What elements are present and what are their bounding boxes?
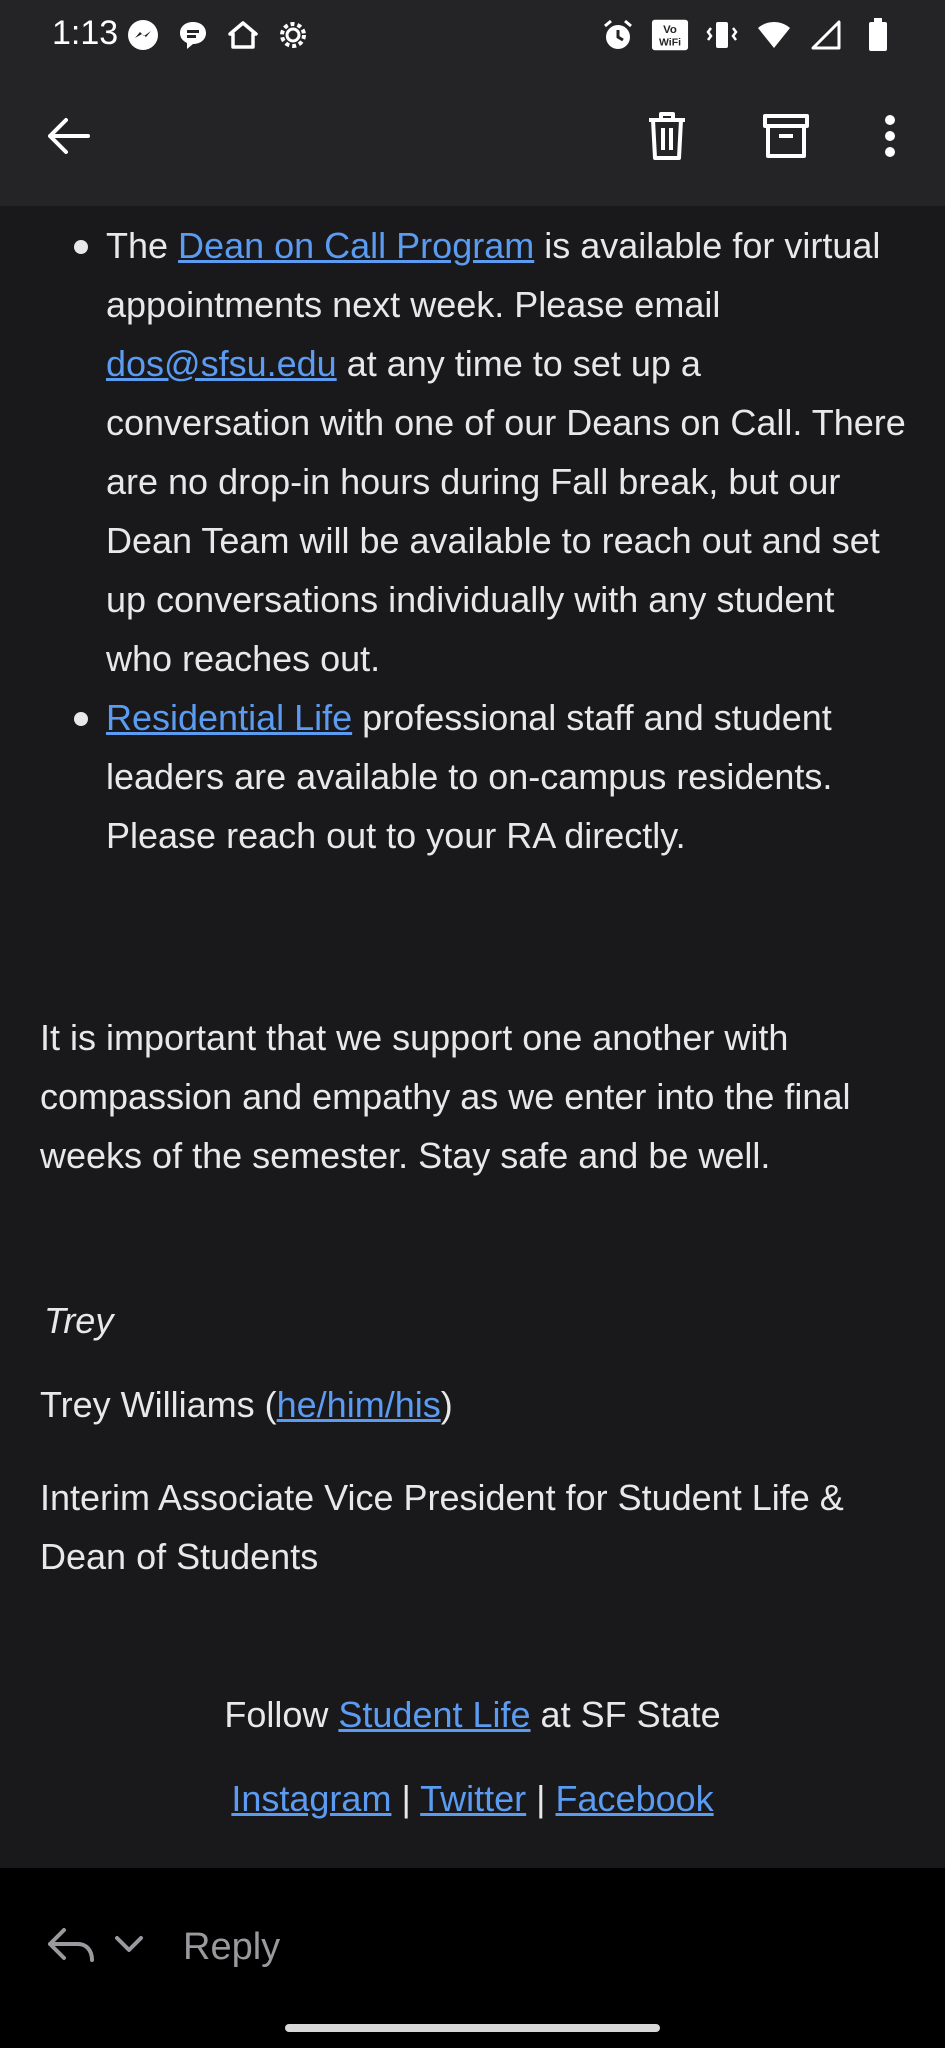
pronouns-link[interactable]: he/him/his	[276, 1384, 441, 1425]
delete-button[interactable]	[639, 110, 695, 166]
email-body	[0, 206, 945, 1868]
arrow-left-icon	[44, 112, 92, 165]
facebook-link[interactable]: Facebook	[555, 1778, 714, 1819]
reply-options-button[interactable]	[46, 1924, 144, 1969]
status-left-icons	[124, 16, 312, 54]
list-item-residential-life: Residential Life professional staff and student leaders are available to on-campus residents. Please reach out to your RA directly.	[106, 688, 906, 865]
battery-icon	[859, 16, 897, 54]
student-life-link[interactable]: Student Life	[338, 1694, 531, 1735]
vibrate-icon	[703, 16, 741, 54]
instagram-link[interactable]: Instagram	[231, 1778, 392, 1819]
twitter-link[interactable]: Twitter	[420, 1778, 527, 1819]
bullet-list	[106, 216, 906, 865]
chevron-down-icon	[114, 1934, 144, 1959]
signature-short-name: Trey	[44, 1300, 114, 1341]
more-vert-icon	[882, 112, 898, 165]
trash-icon	[643, 110, 691, 167]
home-icon	[224, 16, 262, 54]
dos-email-link[interactable]: dos@sfsu.edu	[106, 343, 337, 384]
more-options-button[interactable]	[862, 110, 918, 166]
status-bar	[0, 0, 945, 70]
dean-on-call-link[interactable]: Dean on Call Program	[178, 225, 535, 266]
app-bar	[0, 70, 945, 206]
settings-gear-icon	[274, 16, 312, 54]
reply-button[interactable]: Reply	[183, 1926, 281, 1968]
bottom-bar	[0, 1868, 945, 2048]
svg-text:Vo: Vo	[663, 24, 677, 37]
reply-icon	[46, 1924, 96, 1969]
chat-bubble-icon	[174, 16, 212, 54]
svg-text:WiFi: WiFi	[659, 37, 681, 49]
social-links: Instagram | Twitter | Facebook	[231, 1778, 714, 1819]
signature-full-name: Trey Williams (he/him/his)	[40, 1384, 453, 1425]
closing-paragraph: It is important that we support one another with compassion and empathy as we enter into the final weeks of the semester. Stay safe and be well.	[40, 1017, 851, 1176]
home-indicator[interactable]	[285, 2024, 660, 2032]
signal-icon	[807, 16, 845, 54]
residential-life-link[interactable]: Residential Life	[106, 697, 353, 738]
status-time: 1:13	[52, 14, 119, 52]
alarm-icon	[599, 16, 637, 54]
signature-title: Interim Associate Vice President for Student Life & Dean of Students	[40, 1477, 844, 1577]
follow-line: Follow Student Life at SF State	[224, 1694, 721, 1735]
list-item-dean-on-call: The Dean on Call Program is available for virtual appointments next week. Please email dos@sfsu.edu at any time to set up a conversation with one of our Deans on Call. There are no drop-in hours during Fall break, but our Dean Team will be available to reach out and set up conversations individually with any student who reaches out.	[106, 216, 906, 688]
vowifi-icon	[651, 16, 689, 54]
archive-icon	[761, 111, 811, 166]
messenger-icon	[124, 16, 162, 54]
status-right-icons	[599, 16, 897, 54]
wifi-icon	[755, 16, 793, 54]
back-button[interactable]	[40, 110, 96, 166]
archive-button[interactable]	[758, 110, 814, 166]
